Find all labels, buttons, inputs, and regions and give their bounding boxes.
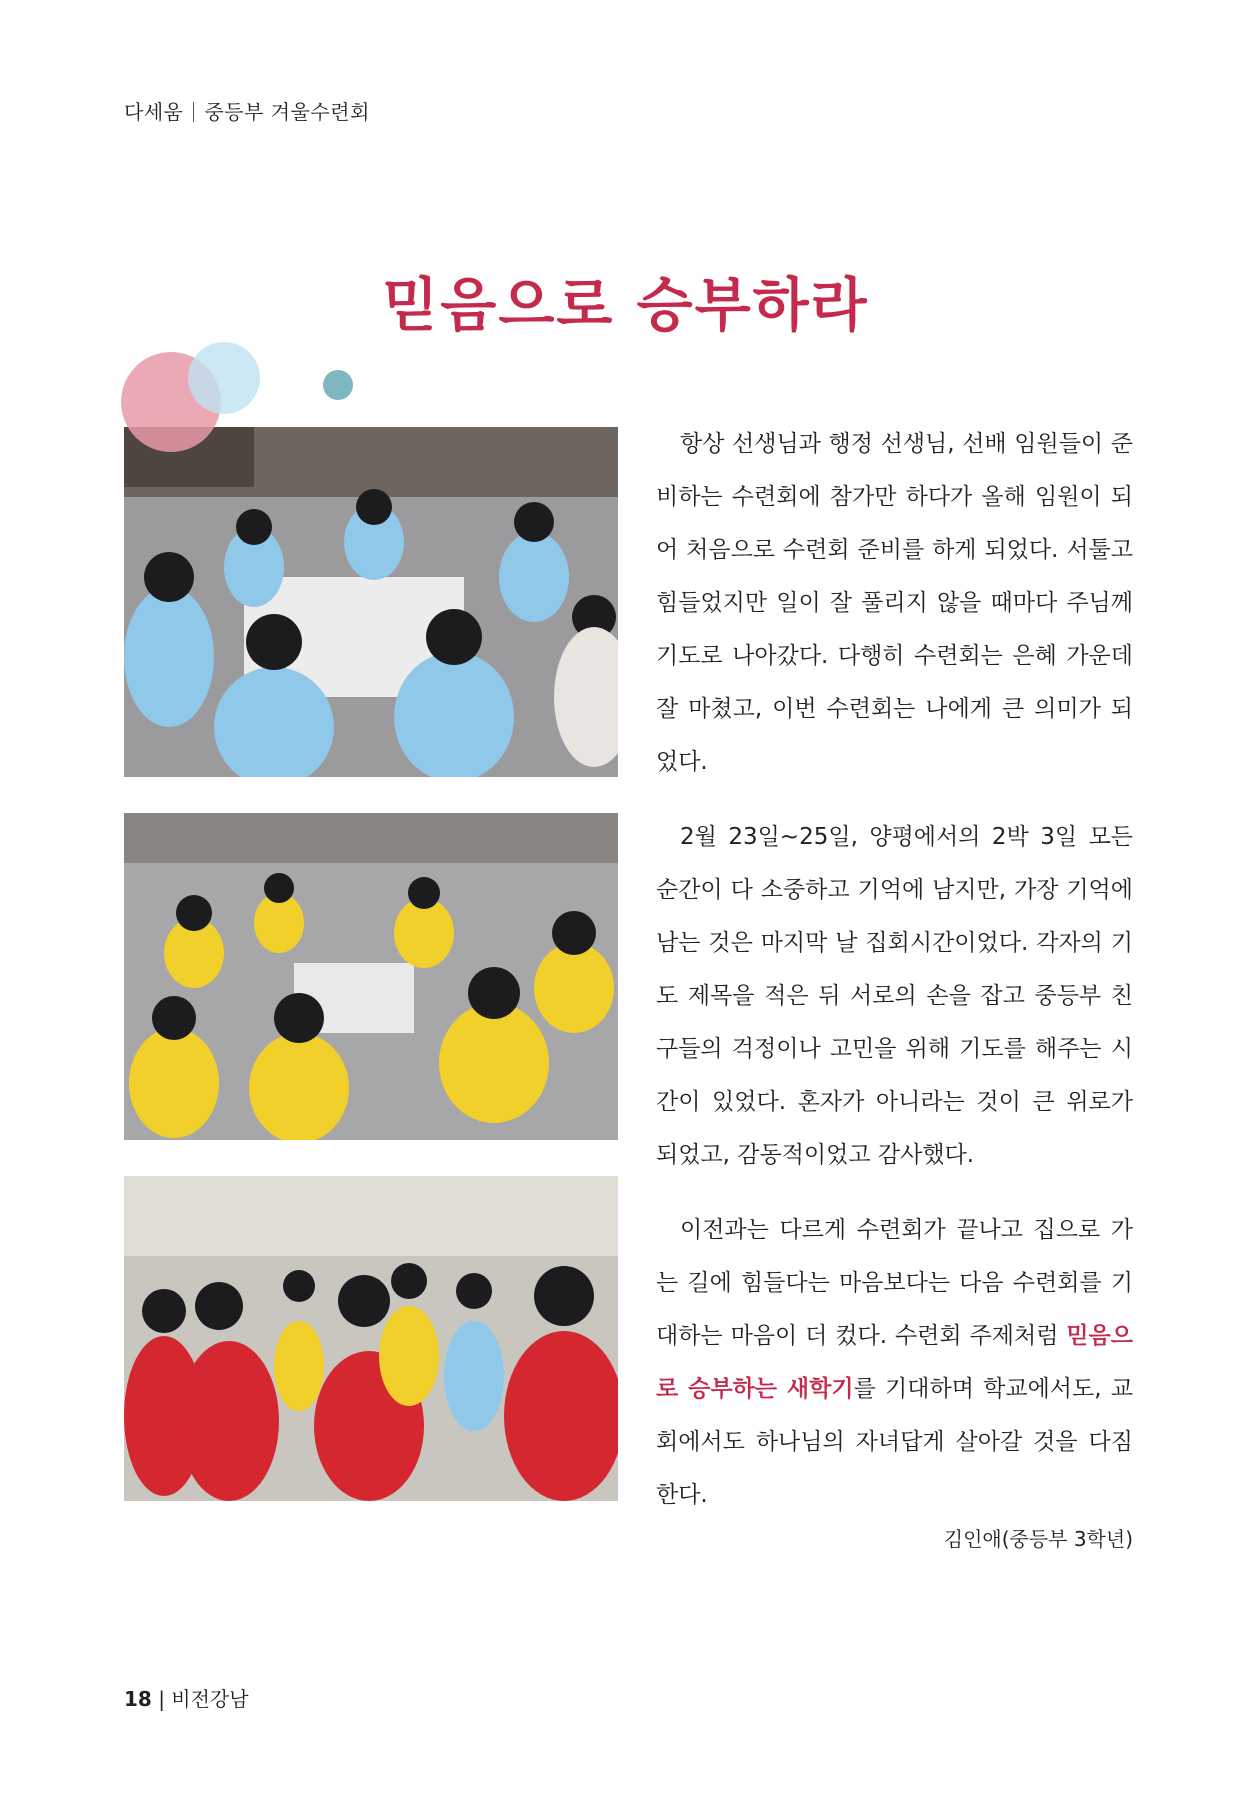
photo-group-discussion: [124, 427, 618, 777]
page-number: 18: [124, 1687, 152, 1711]
paragraph-3-text-a: 이전과는 다르게 수련회가 끝나고 집으로 가는 길에 힘들다는 마음보다는 다음 수련회를 기대하는 마음이 더 컸다. 수련회 주제처럼: [656, 1217, 1133, 1349]
highlight-phrase: 믿음으로 승부하는 새학기: [656, 1323, 1133, 1402]
magazine-name: 비전강남: [171, 1687, 249, 1711]
article-title: 믿음으로 승부하라: [382, 271, 869, 339]
article-body: [656, 418, 1133, 1544]
photo-standing-group: [124, 1176, 618, 1501]
header-divider: [193, 102, 194, 122]
paragraph-1: 항상 선생님과 행정 선생님, 선배 임원들이 준비하는 수련회에 참가만 하다가 올해 임원이 되어 처음으로 수련회 준비를 하게 되었다. 서툴고 힘들었지만 일이 잘 풀리지 않을 때마다 주님께 기도로 나아갔다. 다행히 수련회는 은혜 가운데 잘 마쳤고, 이번 수련회는 나에게 큰 의미가 되었다.: [656, 431, 1133, 775]
decor-circle-blue: [188, 342, 260, 414]
decor-circle-teal: [323, 370, 353, 400]
photo-prayer-circle: [124, 813, 618, 1140]
author-credit: 김인애(중등부 3학년): [943, 1527, 1133, 1551]
paragraph-3: [656, 1204, 1133, 1522]
paragraph-3-text-b: 를 기대하며 학교에서도, 교회에서도 하나님의 자녀답게 살아갈 것을 다짐한다.: [656, 1376, 1133, 1508]
page-footer: 18 | 비전강남: [124, 1687, 249, 1711]
header-subtitle: 중등부 겨울수련회: [204, 100, 370, 124]
header-section: 다세움: [124, 100, 184, 124]
paragraph-2: 2월 23일~25일, 양평에서의 2박 3일 모든 순간이 다 소중하고 기억에 남지만, 가장 기억에 남는 것은 마지막 날 집회시간이었다. 각자의 기도 제목을 적은 뒤 서로의 손을 잡고 중등부 친구들의 걱정이나 고민을 위해 기도를 해주는 시간이 있었다. 혼자가 아니라는 것이 큰 위로가 되었고, 감동적이었고 감사했다.: [656, 824, 1133, 1168]
running-header: [124, 96, 370, 125]
